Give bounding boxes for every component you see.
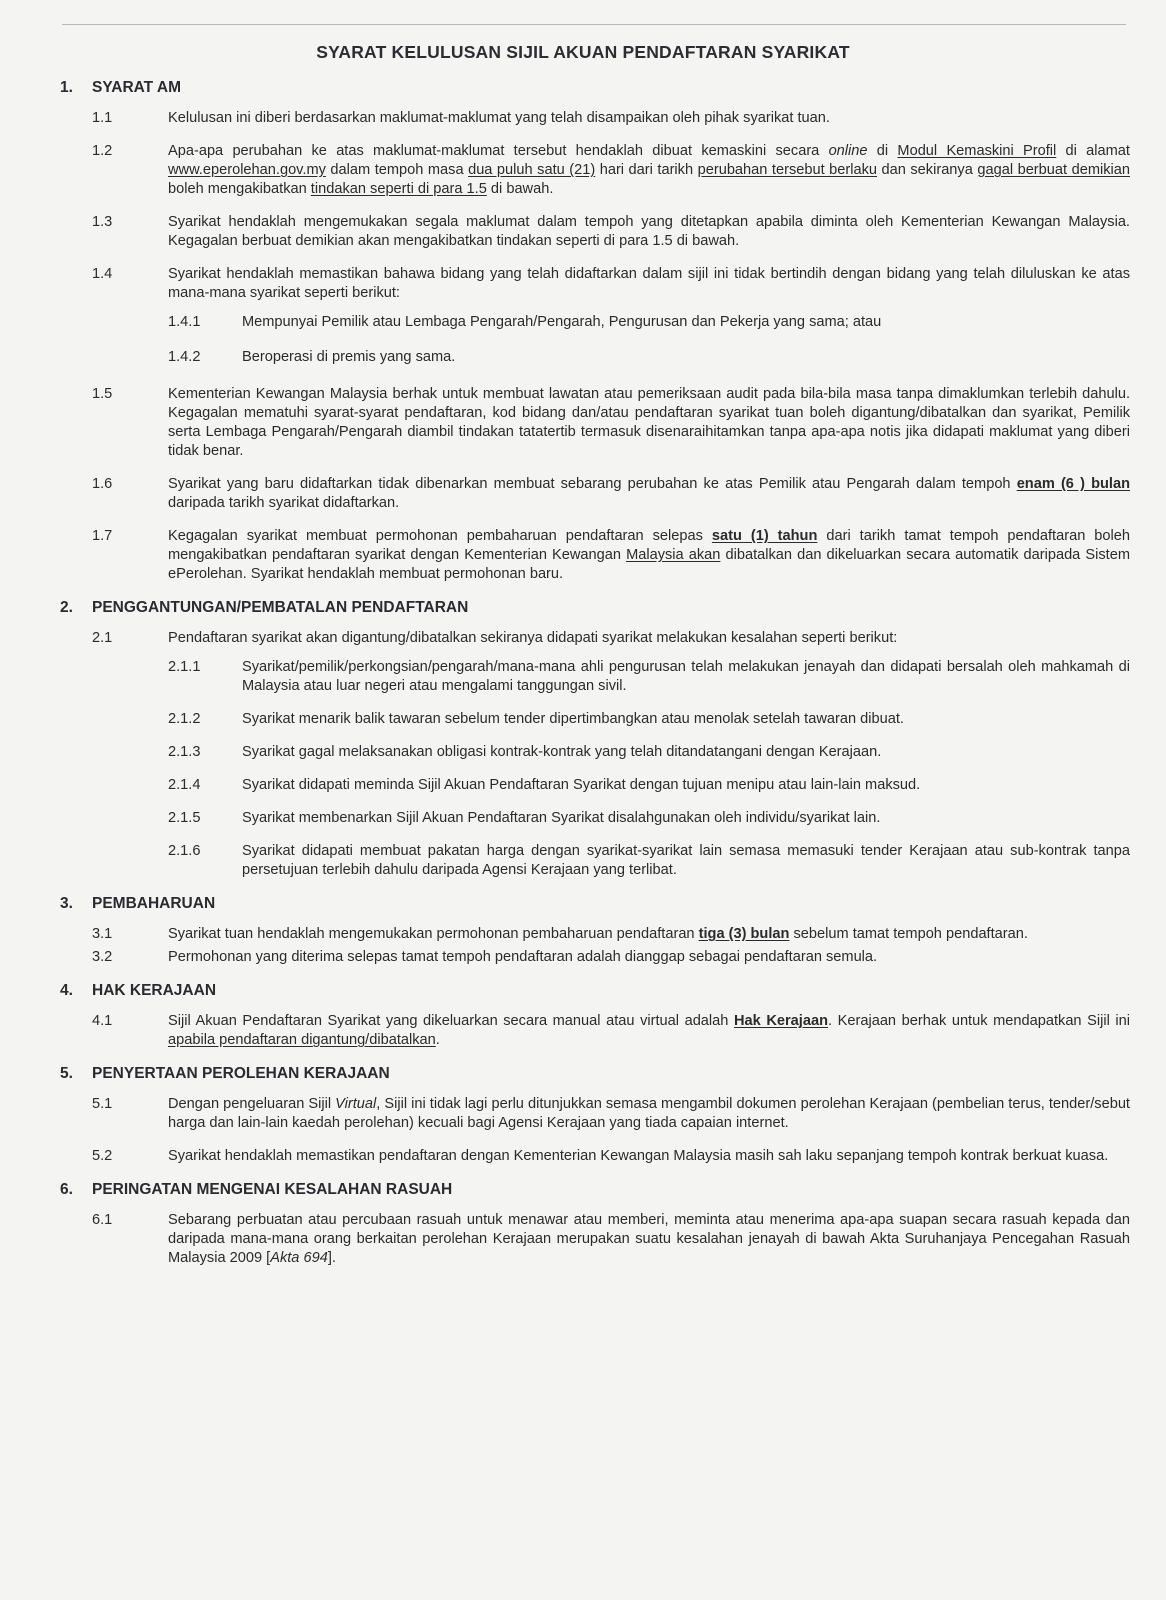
sub-clause-text: Syarikat membenarkan Sijil Akuan Pendaftaran Syarikat disalahgunakan oleh individu/syarikat lain. xyxy=(242,810,881,826)
sub-clause-list xyxy=(168,658,1130,880)
sub-clause-number: 2.1.1 xyxy=(168,659,201,675)
sub-clause xyxy=(168,348,1130,367)
clause-text xyxy=(168,1211,1130,1268)
text-run: Apa-apa perubahan ke atas maklumat-maklumat tersebut hendaklah dibuat kemaskini secara xyxy=(168,143,829,159)
document-body xyxy=(60,78,1130,1282)
clause-number: 1.1 xyxy=(92,110,113,126)
sub-clause-number: 2.1.2 xyxy=(168,711,201,727)
clause xyxy=(60,1211,1130,1268)
sub-clause xyxy=(168,710,1130,729)
clause xyxy=(60,629,1130,648)
section-penyertaan xyxy=(60,1064,1130,1166)
text-run: di alamat xyxy=(1056,143,1130,159)
profile-module-link[interactable]: Modul Kemaskini Profil xyxy=(897,143,1057,159)
clause-text xyxy=(168,142,1130,199)
eperolehan-url-link[interactable]: www.eperolehan.gov.my xyxy=(168,162,326,178)
section-title: PERINGATAN MENGENAI KESALAHAN RASUAH xyxy=(92,1181,453,1198)
clause xyxy=(60,527,1130,584)
clause-number: 3.1 xyxy=(92,926,113,942)
clause xyxy=(60,385,1130,461)
document-title: SYARAT KELULUSAN SIJIL AKUAN PENDAFTARAN SYARIKAT xyxy=(316,42,850,62)
clause xyxy=(60,925,1130,944)
clause-number: 1.2 xyxy=(92,143,113,159)
sub-clause-number: 2.1.3 xyxy=(168,744,201,760)
text-run: ]. xyxy=(327,1250,336,1266)
clause-number: 4.1 xyxy=(92,1013,113,1029)
sub-clause-text: Syarikat gagal melaksanakan obligasi kontrak-kontrak yang telah ditandatangani dengan Kerajaan. xyxy=(242,744,882,760)
text-run: Syarikat yang baru didaftarkan tidak dibenarkan membuat sebarang perubahan ke atas Pemilik atau Pengarah dalam tempoh xyxy=(168,476,1017,492)
clause-number: 5.2 xyxy=(92,1148,113,1164)
section-pembaharuan xyxy=(60,894,1130,967)
sub-clause-number: 2.1.5 xyxy=(168,810,201,826)
text-run: di bawah. xyxy=(486,181,554,197)
section-peringatan-rasuah xyxy=(60,1180,1130,1268)
sub-clause-text: Syarikat menarik balik tawaran sebelum tender dipertimbangkan atau menolak setelah tawaran dibuat. xyxy=(242,711,904,727)
text-run: dan sekiranya xyxy=(877,162,978,178)
clause-text xyxy=(168,1012,1130,1050)
section-penggantungan xyxy=(60,598,1130,880)
clause xyxy=(60,475,1130,513)
section-number: 5. xyxy=(60,1065,73,1082)
sub-clause-text: Syarikat/pemilik/perkongsian/pengarah/mana-mana ahli pengurusan telah melakukan jenayah dan didapati bersalah oleh mahkamah di Malaysia atau luar negeri atau mengalami tanggungan sivil. xyxy=(242,659,1130,694)
section-heading xyxy=(60,1064,1130,1083)
sub-clause xyxy=(168,809,1130,828)
clause-text: Kementerian Kewangan Malaysia berhak untuk membuat lawatan atau pemeriksaan audit pada bila-bila masa tanpa dimaklumkan terlebih dahulu. Kegagalan mematuhi syarat-syarat pendaftaran, kod bidang dan/atau pendaftaran syarikat tuan boleh digantung/dibatalkan dan syarikat, Pemilik serta Lembaga Pengarah/Pengarah diambil tindakan tatatertib termasuk disenaraihitamkan tanpa apa-apa notis jika didapati maklumat yang diberi tidak benar. xyxy=(168,386,1130,459)
clause-intro: Syarikat hendaklah memastikan bahawa bidang yang telah didaftarkan dalam sijil ini tidak bertindih dengan bidang yang telah diluluskan ke atas mana-mana syarikat seperti berikut: xyxy=(168,266,1130,301)
sub-clause-text: Mempunyai Pemilik atau Lembaga Pengarah/Pengarah, Pengurusan dan Pekerja yang sama; atau xyxy=(242,314,882,330)
text-run: Sijil Akuan Pendaftaran Syarikat yang dikeluarkan secara manual atau virtual adalah xyxy=(168,1013,734,1029)
clause-number: 1.5 xyxy=(92,386,113,402)
section-title: PENYERTAAN PEROLEHAN KERAJAAN xyxy=(92,1065,390,1082)
clause-number: 1.7 xyxy=(92,528,113,544)
clause xyxy=(60,109,1130,128)
section-number: 3. xyxy=(60,895,73,912)
text-run: daripada tarikh syarikat didaftarkan. xyxy=(168,495,400,511)
bold-underlined-run: tiga (3) bulan xyxy=(698,926,790,942)
text-run: boleh mengakibatkan xyxy=(168,181,311,197)
bold-underlined-run: enam (6 ) bulan xyxy=(1016,476,1130,492)
italic-run: online xyxy=(828,143,868,159)
section-number: 2. xyxy=(60,599,73,616)
clause xyxy=(60,1012,1130,1050)
top-rule xyxy=(62,24,1126,25)
text-run: dibatalkan dan dikeluarkan secara automatik daripada Sistem ePerolehan. Syarikat hendaklah membuat permohonan baru. xyxy=(168,547,1130,582)
clause-number: 3.2 xyxy=(92,949,113,965)
section-syarat-am xyxy=(60,78,1130,584)
clause xyxy=(60,1147,1130,1166)
clause-text xyxy=(168,925,1130,944)
clause-text: Kelulusan ini diberi berdasarkan maklumat-maklumat yang telah disampaikan oleh pihak syarikat tuan. xyxy=(168,110,830,126)
underlined-run: tindakan seperti di para 1.5 xyxy=(310,181,487,197)
clause-text: Syarikat hendaklah memastikan pendaftaran dengan Kementerian Kewangan Malaysia masih sah laku sepanjang tempoh kontrak berkuat kuasa. xyxy=(168,1148,1109,1164)
sub-clause-number: 2.1.6 xyxy=(168,843,201,859)
text-run: , Sijil ini tidak lagi perlu ditunjukkan semasa mengambil dokumen perolehan Kerajaan (pembelian terus, tender/sebut harga dan lain-lain kaedah perolehan) kecuali bagi Agensi Kerajaan yang tiada capaian internet. xyxy=(168,1096,1130,1131)
sub-clause-text: Beroperasi di premis yang sama. xyxy=(242,349,456,365)
text-run: Sebarang perbuatan atau percubaan rasuah untuk menawar atau memberi, meminta atau menerima apa-apa suapan secara rasuah kepada dan daripada mana-mana orang berkaitan perolehan Kerajaan merupakan suatu kesalahan jenayah di bawah Akta Suruhanjaya Pencegahan Rasuah Malaysia 2009 [ xyxy=(168,1212,1130,1266)
underlined-run: Malaysia akan xyxy=(626,547,721,563)
section-title: PEMBAHARUAN xyxy=(92,895,216,912)
italic-run: Virtual xyxy=(335,1096,377,1112)
section-hak-kerajaan xyxy=(60,981,1130,1050)
sub-clause xyxy=(168,776,1130,795)
sub-clause-number: 1.4.1 xyxy=(168,314,201,330)
clause-number: 1.3 xyxy=(92,214,113,230)
section-title: PENGGANTUNGAN/PEMBATALAN PENDAFTARAN xyxy=(92,599,469,616)
section-heading xyxy=(60,981,1130,1000)
sub-clause xyxy=(168,313,1130,332)
section-number: 6. xyxy=(60,1181,73,1198)
clause xyxy=(60,142,1130,199)
section-number: 1. xyxy=(60,79,73,96)
sub-clause xyxy=(168,743,1130,762)
bold-underlined-run: Hak Kerajaan xyxy=(733,1013,828,1029)
clause-text xyxy=(168,1095,1130,1133)
text-run: Syarikat tuan hendaklah mengemukakan permohonan pembaharuan pendaftaran xyxy=(168,926,699,942)
underlined-run: gagal berbuat demikian xyxy=(977,162,1130,178)
sub-clause-text: Syarikat didapati meminda Sijil Akuan Pendaftaran Syarikat dengan tujuan menipu atau lain-lain maksud. xyxy=(242,777,921,793)
sub-clause-text: Syarikat didapati membuat pakatan harga dengan syarikat-syarikat lain semasa memasuki tender Kerajaan atau sub-kontrak tanpa persetujuan terlebih dahulu daripada Agensi Kerajaan yang terlibat. xyxy=(242,843,1130,878)
clause-text xyxy=(168,475,1130,513)
sub-clause-number: 2.1.4 xyxy=(168,777,201,793)
underlined-run: dua puluh satu (21) xyxy=(468,162,596,178)
clause xyxy=(60,213,1130,251)
text-run: . xyxy=(435,1032,440,1048)
clause-number: 1.6 xyxy=(92,476,113,492)
sub-clause xyxy=(168,658,1130,696)
bold-underlined-run: satu (1) tahun xyxy=(711,528,818,544)
text-run: dalam tempoh masa xyxy=(325,162,469,178)
clause-text: Pendaftaran syarikat akan digantung/dibatalkan sekiranya didapati syarikat melakukan kesalahan seperti berikut: xyxy=(168,630,898,646)
text-run: sebelum tamat tempoh pendaftaran. xyxy=(789,926,1028,942)
text-run: Dengan pengeluaran Sijil xyxy=(168,1096,336,1112)
clause-text: Syarikat hendaklah mengemukakan segala maklumat dalam tempoh yang ditetapkan apabila diminta oleh Kementerian Kewangan Malaysia. Kegagalan berbuat demikian akan mengakibatkan tindakan seperti di para 1.5 di bawah. xyxy=(168,214,1130,249)
clause xyxy=(60,948,1130,967)
clause xyxy=(60,1095,1130,1133)
text-run: . Kerajaan berhak untuk mendapatkan Sijil ini xyxy=(828,1013,1131,1029)
sub-clause-number: 1.4.2 xyxy=(168,349,201,365)
section-heading xyxy=(60,1180,1130,1199)
clause-text: Permohonan yang diterima selepas tamat tempoh pendaftaran adalah dianggap sebagai pendaftaran semula. xyxy=(168,949,878,965)
clause-number: 5.1 xyxy=(92,1096,113,1112)
clause xyxy=(60,265,1130,371)
section-heading xyxy=(60,894,1130,913)
clause-text xyxy=(168,527,1130,584)
underlined-run: perubahan tersebut berlaku xyxy=(697,162,878,178)
section-heading xyxy=(60,78,1130,97)
section-heading xyxy=(60,598,1130,617)
underlined-run: apabila pendaftaran digantung/dibatalkan xyxy=(168,1032,436,1048)
text-run: dari tarikh tamat tempoh pendaftaran boleh mengakibatkan pendaftaran syarikat dengan Kementerian Kewangan xyxy=(168,528,1130,563)
section-title: HAK KERAJAAN xyxy=(92,982,217,999)
italic-run: Akta 694 xyxy=(270,1250,328,1266)
text-run: Kegagalan syarikat membuat permohonan pembaharuan pendaftaran selepas xyxy=(168,528,712,544)
clause-number: 1.4 xyxy=(92,266,113,282)
text-run: di xyxy=(867,143,898,159)
clause-number: 6.1 xyxy=(92,1212,113,1228)
section-number: 4. xyxy=(60,982,73,999)
clause-text xyxy=(168,265,1130,371)
clause-number: 2.1 xyxy=(92,630,113,646)
text-run: hari dari tarikh xyxy=(595,162,698,178)
sub-clause xyxy=(168,842,1130,880)
section-title: SYARAT AM xyxy=(92,79,181,96)
